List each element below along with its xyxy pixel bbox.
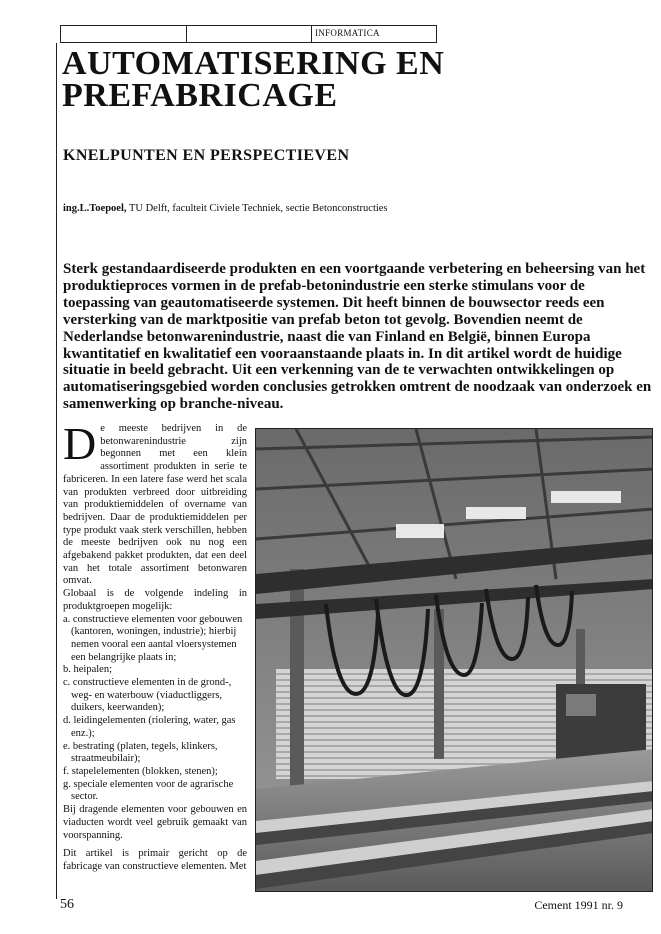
author-name: ing.L.Toepoel, [63,203,127,214]
list-item: g. speciale elementen voor de agrarische sector. [63,778,234,803]
title-line-2: PREFABRICAGE [62,77,338,114]
drop-cap: D [63,418,97,469]
body-column [63,418,247,874]
body-paragraph-4: Dit artikel is primair gericht op de fabricage van constructieve elementen. Met [63,848,247,872]
author-affiliation: TU Delft, faculteit Civiele Techniek, sectie Betonconstructies [128,203,388,214]
section-header-bar [60,25,437,43]
section-label: INFORMATICA [315,28,380,38]
list-item: e. bestrating (platen, tegels, klinkers, straatmeubilair); [63,740,218,765]
list-item: f. stapelelementen (blokken, stenen); [63,765,218,777]
publication-source: Cement 1991 nr. 9 [534,898,623,912]
body-paragraph-3: Bij dragende elementen voor gebouwen en viaducten wordt veel gebruik gemaakt van voorspanning. [63,804,247,841]
list-item: b. heipalen; [63,664,112,676]
header-divider [186,26,187,42]
body-paragraph-2: Globaal is de volgende indeling in produktgroepen mogelijk: [63,588,247,612]
header-divider [311,26,312,42]
margin-rule [56,43,57,899]
title-line-1: AUTOMATISERING EN [62,45,445,82]
page-number: 56 [60,897,74,912]
product-group-list [63,614,247,805]
list-item: d. leidingelementen (riolering, water, gas enz.); [63,715,236,739]
factory-photo [255,428,653,892]
article-subtitle: KNELPUNTEN EN PERSPECTIEVEN [63,147,350,164]
list-item: c. constructieve elementen in de grond-, weg- en waterbouw (viaductliggers, duikers, keerwanden); [63,677,232,714]
byline [63,203,388,214]
lead-paragraph: Sterk gestandaardiseerde produkten en een voortgaande verbetering en beheersing van het produktieproces vormen in de prefab-betonindustrie een sterke stimulans voor de toepassing van geautomatiseerde systemen. Dit heeft binnen de bouwsector reeds een versterking van de marktpositie van prefab beton tot gevolg. Bovendien neemt de Nederlandse betonwarenindustrie, naast die van Finland en België, binnen Europa kwantitatief en kwalitatief een vooraanstaande plaats in. In dit artikel wordt de huidige situatie in beeld gebracht. Uit een verkenning van de te verwachten ontwikkelingen op automatiseringsgebied worden conclusies getrokken omtrent de noodzaak van onderzoek en samenwerking op branche-niveau. [63,261,652,413]
body-paragraph-1 [63,418,247,588]
list-item: a. constructieve elementen voor gebouwen (kantoren, woningen, industrie); hierbij nemen vooral een aantal vloersystemen een belangrijke plaats in; [63,613,243,663]
paragraph-text: e meeste bedrijven in de betonwarenindustrie zijn begonnen met een klein assortiment produkten in serie te fabriceren. In een latere fase werd het scala van produkten verbreed door uitbreiding van produktiemiddelen of overname van bedrijven. Daar de produktiemiddelen per type produkt vaak sterk verschillen, hebben de meeste bedrijven ook nu nog een afgebakend pakket produkten, dat een deel van het totale assortiment betonwaren omvat. [63,423,247,587]
article-title [62,45,445,114]
